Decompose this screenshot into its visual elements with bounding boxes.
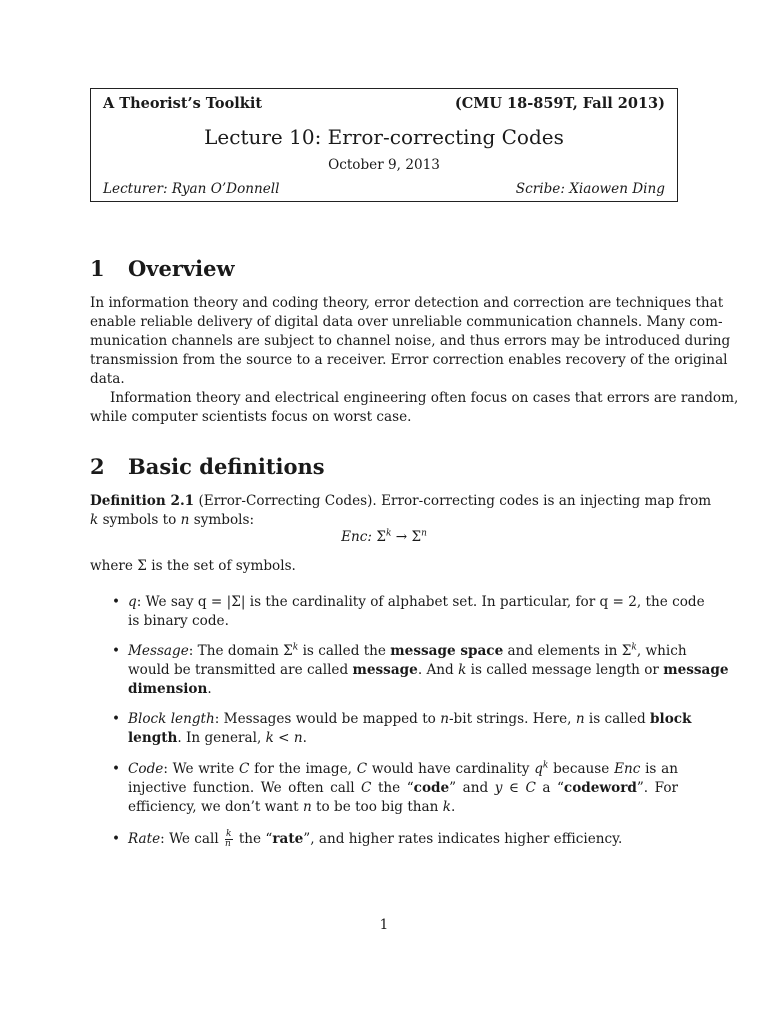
overview-paragraph-1	[90, 294, 731, 389]
bullet-text: injective function. We often call	[128, 780, 362, 796]
bullet-dot: •	[112, 643, 121, 659]
math-var: n	[293, 730, 303, 746]
math-var: k	[265, 730, 274, 746]
bullet-text: for the image,	[249, 761, 357, 777]
lecture-title: Lecture 10: Error-correcting Codes	[204, 125, 564, 149]
lecturer: Lecturer: Ryan O’Donnell	[103, 181, 280, 197]
math-var: n	[575, 711, 585, 727]
text-line: Information theory and electrical engineering often focus on cases that errors are random,	[110, 390, 739, 406]
bullet-text: would be transmitted are called	[128, 662, 353, 678]
bold-term: rate	[272, 831, 304, 847]
math-var: y	[494, 780, 503, 796]
math-var: C	[239, 761, 250, 777]
text-line: In information theory and coding theory, error detection and correction are techniques that	[90, 295, 724, 311]
arrow-symbol: →	[395, 529, 408, 545]
bullet-text: because	[548, 761, 615, 777]
section-number: 1	[90, 256, 105, 281]
formula-enc: Enc:	[341, 529, 372, 545]
course-name: A Theorist’s Toolkit	[103, 95, 263, 112]
text-line	[128, 680, 678, 699]
section-heading-overview	[90, 256, 235, 281]
definition-line	[90, 511, 678, 530]
bold-term: code	[413, 780, 450, 796]
text-line: transmission from the source to a receiver. Error correction enables recovery of the original	[90, 352, 728, 368]
math-sup: k	[385, 528, 392, 539]
bullet-dot: •	[112, 831, 121, 847]
text-line: enable reliable delivery of digital data over unreliable communication channels. Many com-	[90, 314, 723, 330]
bullet-text: . And	[417, 662, 459, 678]
lecture-header-box	[90, 88, 678, 202]
math-sigma: Σ	[411, 529, 422, 545]
bullet-text: .	[302, 730, 307, 746]
bullet-text: ∈	[502, 780, 526, 796]
definition-text: Error-correcting codes is an injecting map from	[376, 493, 712, 509]
bold-term: message space	[390, 643, 504, 659]
bullet-dot: •	[112, 761, 121, 777]
bullet-text: efficiency, we don’t want	[128, 799, 303, 815]
text-line: where Σ is the set of symbols.	[90, 558, 296, 574]
list-item-code	[90, 760, 678, 818]
definition-text: symbols to	[98, 512, 181, 528]
bold-term: dimension	[128, 681, 208, 697]
list-item-block-length	[90, 710, 692, 750]
definition-name: (Error-Correcting Codes).	[198, 493, 377, 509]
text-line	[128, 661, 729, 680]
bullet-text: : We write	[163, 761, 239, 777]
bullet-text: . In general,	[177, 730, 266, 746]
bullet-text: : We call	[160, 831, 224, 847]
math-var: n	[440, 711, 449, 727]
math-var: C	[361, 780, 372, 796]
text-line: data.	[90, 371, 125, 387]
text-line	[128, 798, 678, 817]
course-code: (CMU 18-859T, Fall 2013)	[454, 95, 665, 112]
bullet-text: is called the	[298, 643, 391, 659]
definition-line	[90, 492, 712, 511]
definition-text: symbols:	[189, 512, 255, 528]
bold-term: length	[128, 730, 178, 746]
bullet-text: is an	[640, 761, 678, 777]
bullet-text: a “	[535, 780, 564, 796]
text-line	[128, 642, 687, 661]
definition-where	[90, 557, 678, 576]
text-line	[128, 593, 705, 612]
bullet-text: , which	[636, 643, 687, 659]
math-var: k	[90, 512, 99, 528]
bullet-text: <	[273, 730, 294, 746]
bullet-text: to be too big than	[311, 799, 443, 815]
text-line	[128, 779, 678, 798]
list-item-q	[90, 593, 705, 633]
bullet-text: is called message length or	[466, 662, 664, 678]
overview-paragraph-2	[90, 389, 739, 427]
page-number: 1	[379, 917, 389, 933]
definition-label: Definition 2.1	[90, 493, 195, 509]
encoding-formula	[90, 529, 678, 545]
lecture-date: October 9, 2013	[328, 157, 440, 173]
math-var: Enc	[614, 761, 641, 777]
bullet-term: Message	[128, 643, 189, 659]
fraction-denominator: n	[225, 839, 231, 849]
math-var: k	[442, 799, 451, 815]
bullet-term: Code	[128, 761, 164, 777]
bold-term: message	[352, 662, 418, 678]
scribe: Scribe: Xiaowen Ding	[515, 181, 665, 197]
bullet-text: ”, and higher rates indicates higher efficiency.	[303, 831, 623, 847]
text-line	[128, 729, 678, 748]
section-title: Basic definitions	[128, 454, 325, 479]
rate-fraction	[225, 830, 232, 849]
bold-term: message	[663, 662, 729, 678]
section-number: 2	[90, 454, 105, 479]
math-sup: k	[292, 642, 299, 653]
math-sigma: Σ	[376, 529, 386, 545]
text-line	[128, 830, 678, 849]
bullet-dot: •	[112, 711, 121, 727]
math-var: C	[356, 761, 368, 777]
math-var: k	[458, 662, 467, 678]
text-line	[128, 710, 692, 729]
bullet-text: is called	[584, 711, 651, 727]
bold-term: codeword	[563, 780, 637, 796]
section-heading-basic-definitions	[90, 454, 325, 479]
bullet-text: : The domain Σ	[188, 643, 293, 659]
bullet-text: : Messages would be mapped to	[214, 711, 441, 727]
text-line: while computer scientists focus on worst case.	[90, 409, 412, 425]
text-line: is binary code.	[128, 613, 229, 629]
text-line	[128, 760, 678, 779]
math-sup: k	[542, 760, 549, 771]
bold-term: block	[650, 711, 692, 727]
bullet-term: Block length	[128, 711, 215, 727]
bullet-text: would have cardinality	[367, 761, 535, 777]
bullet-text: -bit strings. Here,	[448, 711, 576, 727]
math-var: C	[525, 780, 536, 796]
list-item-rate	[90, 830, 678, 854]
bullet-text: .	[207, 681, 212, 697]
math-var: n	[302, 799, 312, 815]
bullet-text: and elements in Σ	[503, 643, 632, 659]
text-line: munication channels are subject to channel noise, and thus errors may be introduced during	[90, 333, 731, 349]
bullet-term: Rate	[128, 831, 161, 847]
bullet-text: : We say q = |Σ| is the cardinality of alphabet set. In particular, for q = 2, the code	[136, 594, 705, 610]
section-title: Overview	[128, 256, 235, 281]
bullet-text: the “	[371, 780, 414, 796]
math-var: n	[180, 512, 190, 528]
bullet-dot: •	[112, 594, 121, 610]
bullet-text: the “	[234, 831, 273, 847]
list-item-message	[90, 642, 729, 700]
math-sup: n	[421, 528, 427, 539]
bullet-text: ”. For	[636, 780, 679, 796]
bullet-term: q	[128, 594, 137, 610]
bullet-text: .	[450, 799, 456, 815]
bullet-text: ” and	[449, 780, 495, 796]
math-var: q	[534, 761, 543, 777]
math-sup: k	[631, 642, 637, 653]
fraction-numerator: k	[226, 829, 232, 839]
definition-2-1	[90, 492, 712, 530]
